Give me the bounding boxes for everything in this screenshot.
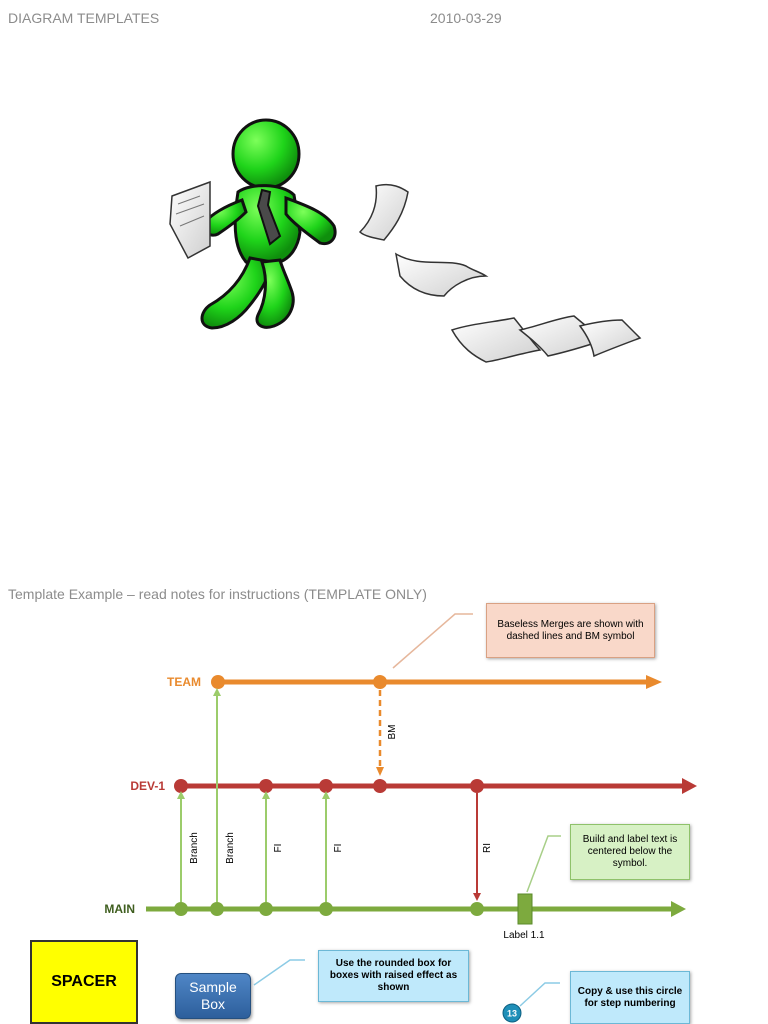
sample-box-label: Sample Box <box>189 979 237 1012</box>
clipart-figure <box>170 120 335 328</box>
step-number: 13 <box>506 1008 518 1019</box>
note-circle-connector <box>520 983 560 1006</box>
dev-label: DEV-1 <box>130 779 165 793</box>
document-title: DIAGRAM TEMPLATES <box>8 10 160 26</box>
document-date: 2010-03-29 <box>430 10 502 26</box>
bm-label: BM <box>387 724 398 740</box>
fi-label-1: FI <box>273 843 284 853</box>
note-step-circle <box>570 971 690 1024</box>
fi-label-2: FI <box>333 843 344 853</box>
note-circle-text: Copy & use this circle for step numbering <box>577 985 683 1009</box>
merge-arrows <box>177 688 481 902</box>
note-baseless-merge <box>486 603 655 658</box>
spacer-box <box>30 940 138 1024</box>
ri-label: RI <box>482 843 493 853</box>
team-label: TEAM <box>167 675 201 689</box>
note-rounded-connector <box>254 960 305 985</box>
step-number-circle <box>503 1004 521 1022</box>
main-branch-line <box>146 894 686 924</box>
build-label: Label 1.1 <box>503 930 545 941</box>
sample-box <box>175 973 251 1019</box>
note-bm-connector <box>393 614 473 668</box>
spacer-label: SPACER <box>51 973 117 990</box>
note-build-text: Build and label text is centered below the symbol. <box>582 834 678 869</box>
clipart-papers <box>360 185 640 362</box>
team-branch-line <box>211 675 662 689</box>
dev-branch-line <box>174 778 697 794</box>
note-build-label <box>570 824 690 880</box>
note-rounded-text: Use the rounded box for boxes with raised effect as shown <box>329 958 458 993</box>
note-build-connector <box>527 836 561 892</box>
main-label: MAIN <box>104 902 135 916</box>
note-rounded-box <box>318 950 469 1002</box>
branch-label-1: Branch <box>189 832 200 864</box>
branch-label-2: Branch <box>225 832 236 864</box>
example-title: Template Example – read notes for instructions (TEMPLATE ONLY) <box>8 586 427 602</box>
note-baseless-text: Baseless Merges are shown with dashed lines and BM symbol <box>497 618 644 642</box>
build-symbol <box>518 894 532 924</box>
